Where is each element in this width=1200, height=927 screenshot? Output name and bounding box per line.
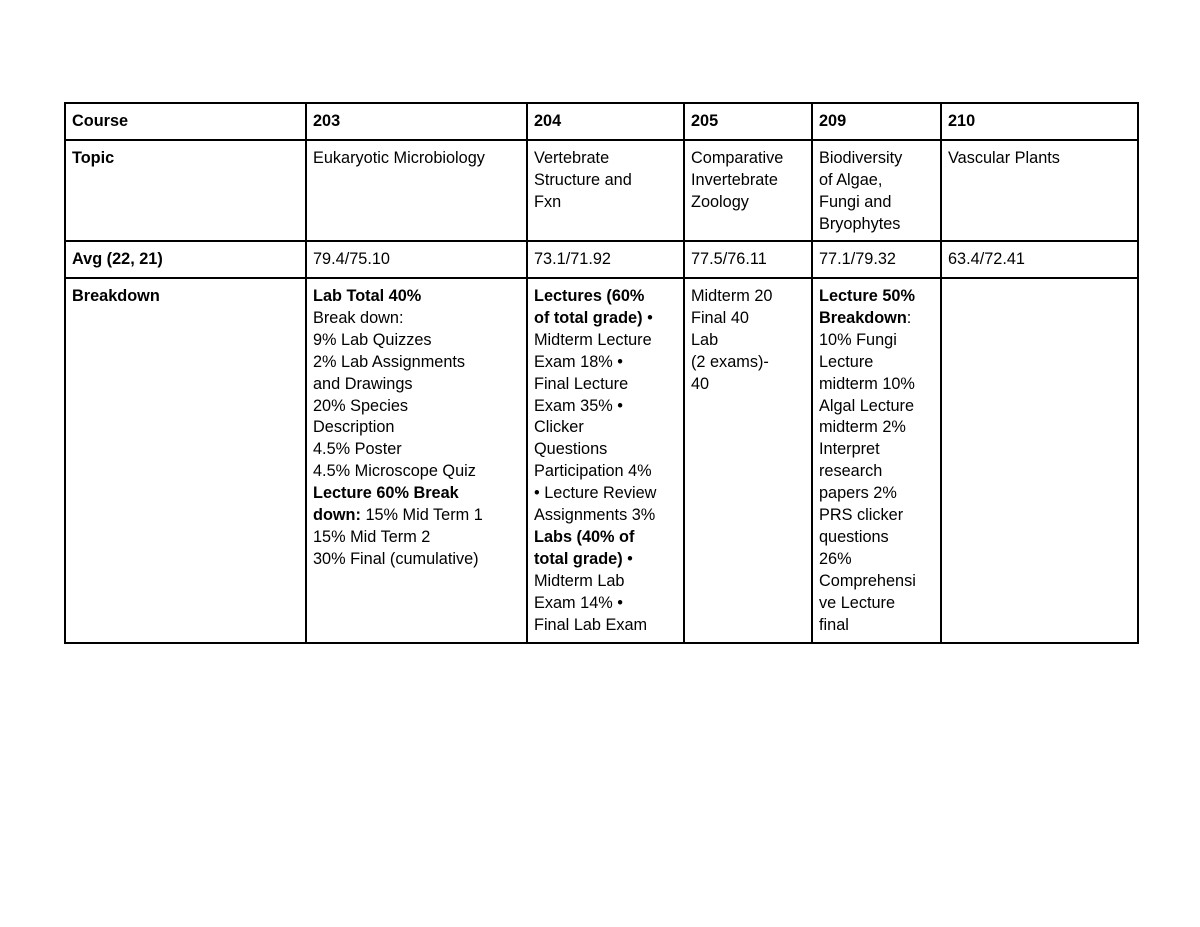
breakdown-line: questions [819,527,889,546]
breakdown-line: 2% Lab Assignments [313,352,466,371]
avg-204: 73.1/71.92 [527,241,684,278]
course-203-header: 203 [306,103,527,140]
breakdown-line: Final Lab Exam [534,615,648,634]
breakdown-bold-text: down: [313,506,361,525]
topic-209-line: Biodiversity [819,149,903,167]
breakdown-line: 4.5% Poster [313,440,402,459]
breakdown-line: Labs (40% of [534,527,635,546]
topic-205 [684,140,812,241]
breakdown-line: 15% Mid Term 2 [313,527,431,546]
breakdown-line: 10% Fungi [819,330,897,349]
breakdown-row-label: Breakdown [65,278,306,643]
breakdown-line: Final Lecture [534,374,629,393]
course-210-header: 210 [941,103,1138,140]
breakdown-line: Assignments 3% [534,506,656,525]
breakdown-203 [306,278,527,643]
topic-204 [527,140,684,241]
breakdown-line: research [819,462,883,481]
avg-row-label: Avg (22, 21) [65,241,306,278]
breakdown-line-mixed [819,308,935,330]
breakdown-line: 20% Species [313,396,409,415]
breakdown-line: 40 [691,374,710,393]
topic-205-line: Invertebrate [691,170,778,189]
breakdown-line: final [819,615,849,634]
topic-row [65,140,1138,241]
breakdown-line: • Lecture Review [534,484,657,503]
breakdown-text: 15% Mid Term 1 [360,506,483,525]
avg-203: 79.4/75.10 [306,241,527,278]
breakdown-line: Lecture 60% Break [313,484,459,503]
breakdown-row [65,278,1138,643]
breakdown-line: Questions [534,440,608,459]
breakdown-bold-text: of total grade) [534,308,643,327]
breakdown-line: PRS clicker [819,506,904,525]
course-row [65,103,1138,140]
course-comparison-table [64,102,1139,644]
topic-205-line: Zoology [691,192,749,211]
breakdown-line-mixed [313,505,521,527]
topic-204-line: Structure and [534,170,632,189]
breakdown-line: 30% Final (cumulative) [313,549,479,568]
breakdown-line: Final 40 [691,308,749,327]
course-row-label: Course [65,103,306,140]
topic-204-line: Fxn [534,192,562,211]
breakdown-line: Exam 35% • [534,396,623,415]
topic-row-label: Topic [65,140,306,241]
topic-209 [812,140,941,241]
breakdown-line: Midterm Lecture [534,330,652,349]
breakdown-text: : [906,308,912,327]
breakdown-209 [812,278,941,643]
breakdown-line: Lecture [819,352,874,371]
avg-row [65,241,1138,278]
breakdown-line: Comprehensi [819,571,916,590]
breakdown-line: Lab [691,330,719,349]
course-205-header: 205 [684,103,812,140]
breakdown-line: ve Lecture [819,593,896,612]
breakdown-line: Lecture 50% [819,287,915,305]
topic-209-line: Fungi and [819,192,892,211]
topic-209-line: of Algae, [819,170,883,189]
breakdown-line: Lectures (60% [534,287,645,305]
breakdown-line: Exam 14% • [534,593,623,612]
avg-210: 63.4/72.41 [941,241,1138,278]
breakdown-line-mixed [534,308,678,330]
course-204-header: 204 [527,103,684,140]
breakdown-line: 4.5% Microscope Quiz [313,462,476,481]
breakdown-line: midterm 2% [819,418,906,437]
topic-209-line: Bryophytes [819,214,901,233]
breakdown-line: 9% Lab Quizzes [313,330,432,349]
breakdown-text: • [642,308,653,327]
breakdown-line: Break down: [313,308,404,327]
breakdown-line: papers 2% [819,484,897,503]
breakdown-line: Lab Total 40% [313,287,422,305]
breakdown-line: 26% [819,549,852,568]
breakdown-text: • [622,549,633,568]
breakdown-line: (2 exams)- [691,352,769,371]
breakdown-line: Participation 4% [534,462,652,481]
breakdown-205 [684,278,812,643]
topic-205-line: Comparative [691,149,784,167]
breakdown-210 [941,278,1138,643]
breakdown-line: midterm 10% [819,374,915,393]
breakdown-line: Midterm 20 [691,287,773,305]
topic-203: Eukaryotic Microbiology [306,140,527,241]
breakdown-bold-text: Breakdown [819,308,907,327]
breakdown-204 [527,278,684,643]
avg-205: 77.5/76.11 [684,241,812,278]
breakdown-line: Clicker [534,418,584,437]
breakdown-line: Interpret [819,440,880,459]
breakdown-line-mixed [534,549,678,571]
course-209-header: 209 [812,103,941,140]
avg-209: 77.1/79.32 [812,241,941,278]
topic-204-line: Vertebrate [534,149,610,167]
breakdown-bold-text: total grade) [534,549,623,568]
breakdown-line: Description [313,418,395,437]
breakdown-line: and Drawings [313,374,413,393]
topic-210: Vascular Plants [941,140,1138,241]
breakdown-line: Midterm Lab [534,571,625,590]
breakdown-line: Algal Lecture [819,396,915,415]
breakdown-line: Exam 18% • [534,352,623,371]
